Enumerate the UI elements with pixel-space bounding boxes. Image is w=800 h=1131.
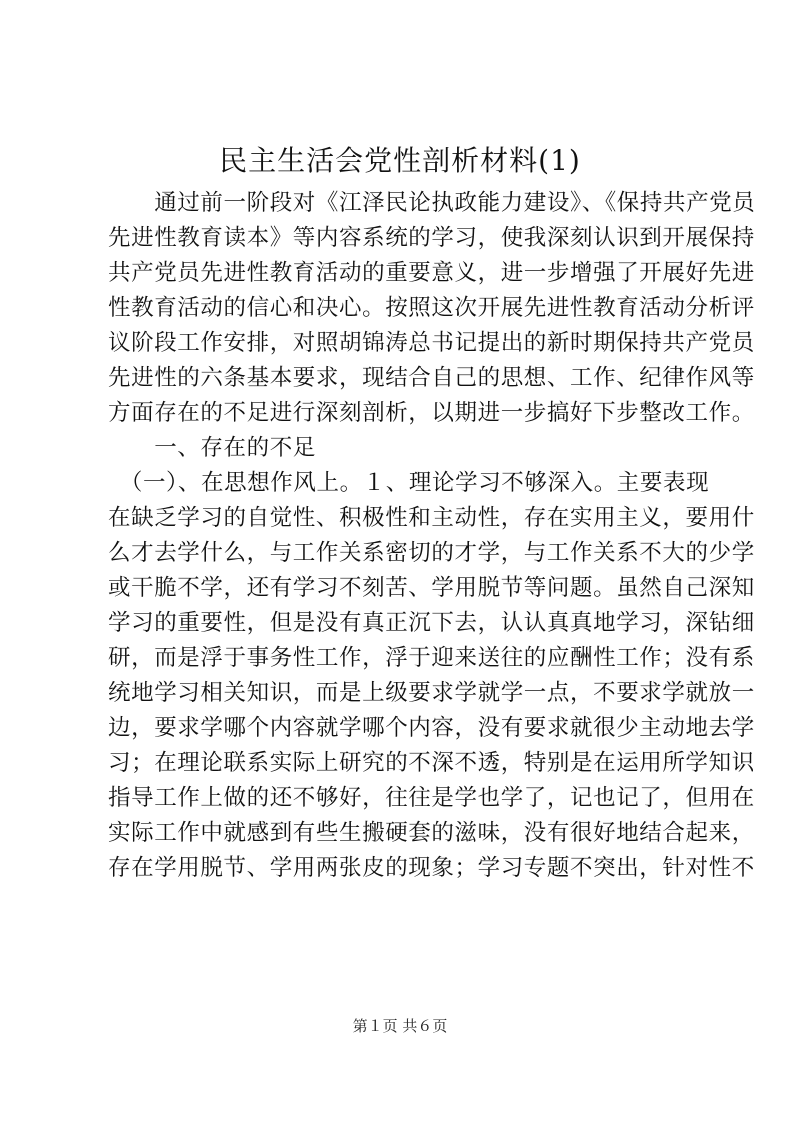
body-line: 边，要求学哪个内容就学哪个内容，没有要求就很少主动地去学 [108, 715, 755, 741]
body-line: （一）、在思想作风上。１、理论学习不够深入。主要表现 [108, 470, 710, 496]
document-title: 民主生活会党性剖析材料(1) [219, 144, 581, 177]
body-line: 通过前一阶段对《江泽民论执政能力建设》、《保持共产党员 [108, 190, 756, 216]
body-line: 先进性的六条基本要求，现结合自己的思想、工作、纪律作风等 [108, 365, 755, 391]
body-line: 么才去学什么，与工作关系密切的才学，与工作关系不大的少学 [108, 540, 755, 566]
page-number: 第１页 共６页 [352, 1017, 448, 1035]
body-line: 指导工作上做的还不够好，往往是学也学了，记也记了，但用在 [108, 785, 755, 811]
body-line: 或干脆不学，还有学习不刻苦、学用脱节等问题。虽然自己深知 [108, 575, 755, 601]
body-line: 习；在理论联系实际上研究的不深不透，特别是在运用所学知识 [108, 750, 755, 776]
body-line: 实际工作中就感到有些生搬硬套的滋味，没有很好地结合起来， [108, 820, 755, 846]
body-line: 研，而是浮于事务性工作，浮于迎来送往的应酬性工作；没有系 [108, 645, 755, 671]
body-line: 议阶段工作安排，对照胡锦涛总书记提出的新时期保持共产党员 [108, 330, 755, 356]
body-line: 统地学习相关知识，而是上级要求学就学一点，不要求学就放一 [108, 680, 755, 706]
body-line: 存在学用脱节、学用两张皮的现象；学习专题不突出，针对性不 [108, 855, 755, 881]
body-line: 在缺乏学习的自觉性、积极性和主动性，存在实用主义，要用什 [108, 505, 755, 531]
body-line: 学习的重要性，但是没有真正沉下去，认认真真地学习，深钻细 [108, 610, 755, 636]
section-heading: 一、存在的不足 [108, 435, 316, 461]
body-line: 方面存在的不足进行深刻剖析，以期进一步搞好下步整改工作。 [108, 400, 755, 426]
document-body [108, 186, 756, 886]
body-line: 性教育活动的信心和决心。按照这次开展先进性教育活动分析评 [108, 295, 755, 321]
body-line: 共产党员先进性教育活动的重要意义，进一步增强了开展好先进 [108, 260, 755, 286]
body-line: 先进性教育读本》等内容系统的学习，使我深刻认识到开展保持 [108, 225, 755, 251]
